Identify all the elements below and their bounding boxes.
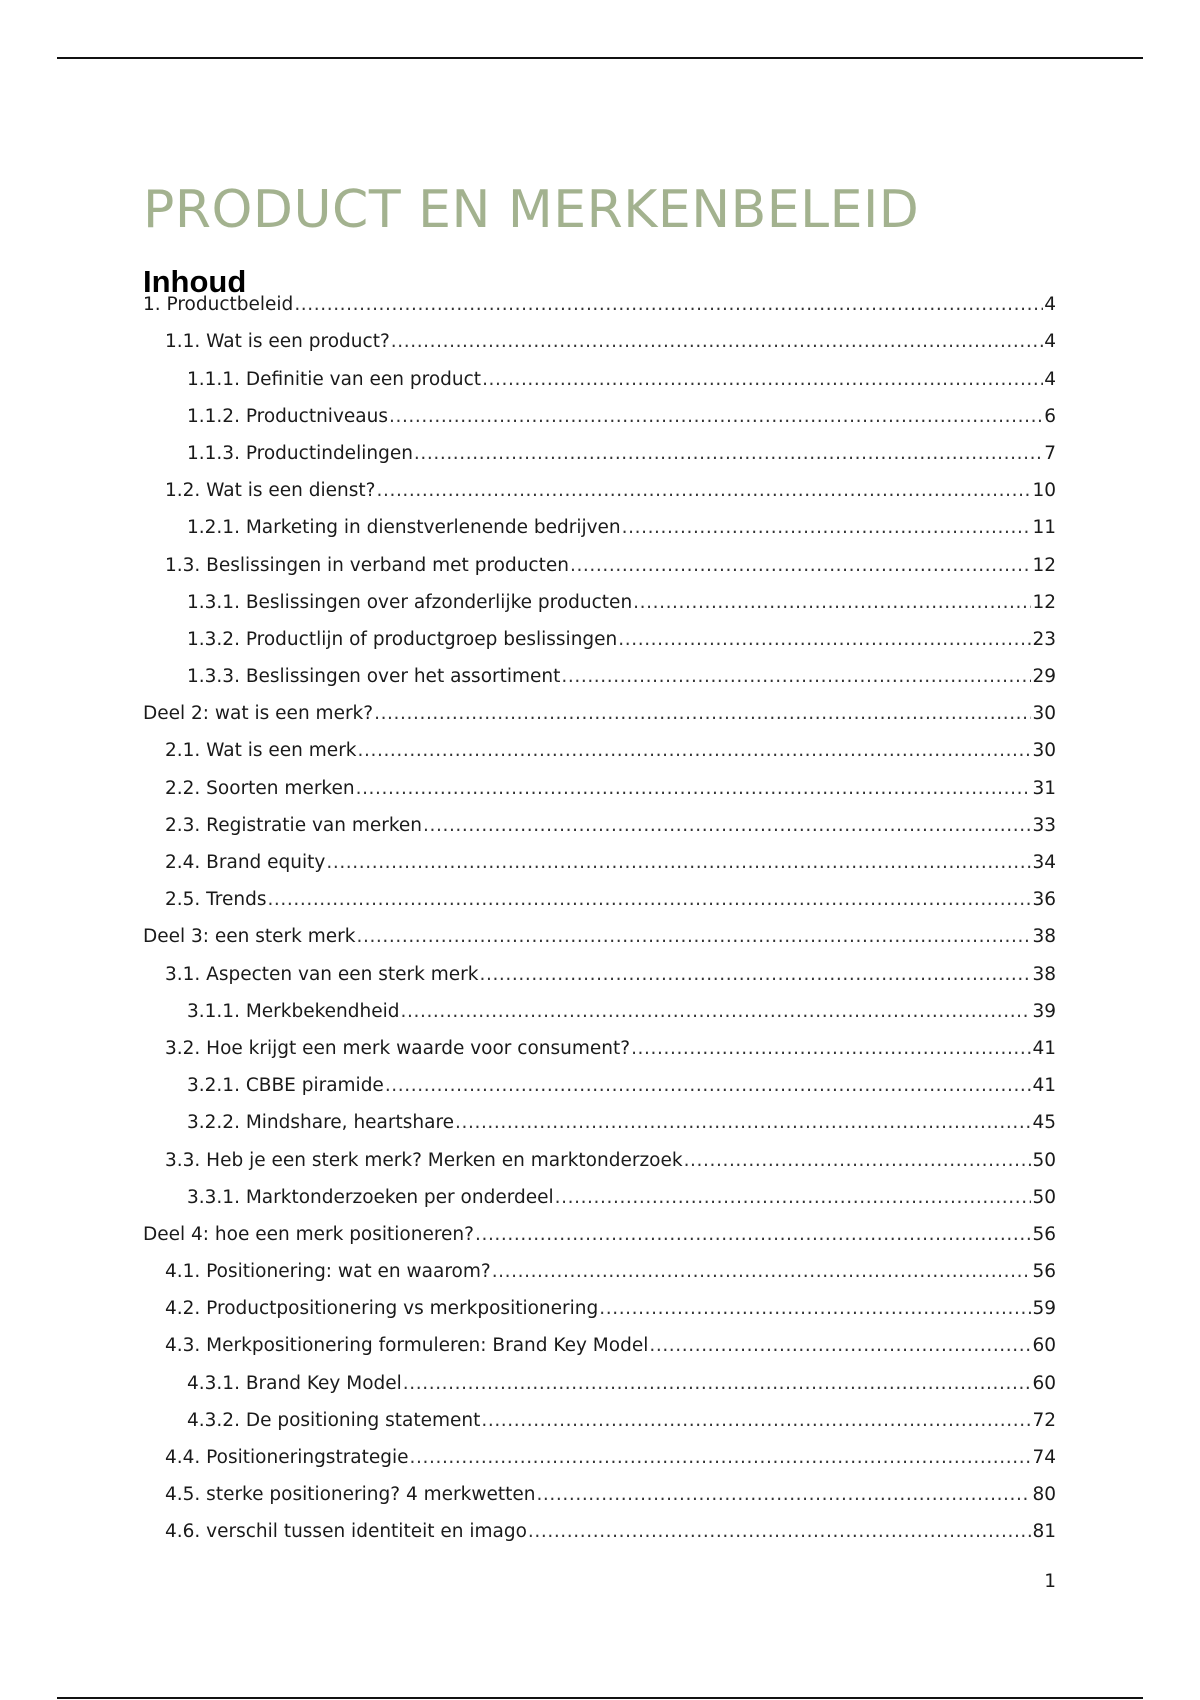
toc-entry-page: 12 bbox=[1032, 554, 1056, 576]
toc-entry-page: 80 bbox=[1032, 1484, 1056, 1506]
toc-dot-leader bbox=[492, 1253, 1032, 1290]
toc-entry[interactable] bbox=[143, 323, 1056, 360]
toc-entry[interactable] bbox=[143, 1104, 1056, 1141]
toc-dot-leader bbox=[326, 844, 1031, 881]
toc-dot-leader bbox=[684, 1142, 1032, 1179]
toc-entry-page: 34 bbox=[1032, 852, 1056, 873]
toc-entry[interactable] bbox=[143, 398, 1056, 435]
toc-entry-title: 4.2. Productpositionering vs merkpositionering bbox=[165, 1298, 599, 1320]
toc-dot-leader bbox=[294, 286, 1043, 323]
toc-dot-leader bbox=[401, 993, 1032, 1030]
toc-entry-page: 30 bbox=[1032, 703, 1056, 725]
toc-entry[interactable] bbox=[143, 1030, 1056, 1067]
toc-entry[interactable] bbox=[143, 1067, 1056, 1104]
toc-heading: Inhoud bbox=[143, 263, 247, 299]
toc-entry-page: 30 bbox=[1032, 740, 1056, 762]
toc-entry-title: 4.1. Positionering: wat en waarom? bbox=[165, 1261, 491, 1283]
toc-entry-title: 4.3.1. Brand Key Model bbox=[187, 1372, 402, 1394]
toc-entry[interactable] bbox=[143, 993, 1056, 1030]
toc-entry[interactable] bbox=[143, 1439, 1056, 1476]
toc-entry-title: 3.2. Hoe krijgt een merk waarde voor consument? bbox=[165, 1037, 631, 1059]
toc-entry-title: 4.5. sterke positionering? 4 merkwetten bbox=[165, 1484, 536, 1506]
toc-entry-title: 2.3. Registratie van merken bbox=[165, 814, 423, 836]
toc-entry-page: 38 bbox=[1032, 926, 1056, 948]
toc-entry-title: 1.3.1. Beslissingen over afzonderlijke producten bbox=[187, 591, 633, 613]
toc-entry[interactable] bbox=[143, 584, 1056, 621]
toc-entry-title: 1.3.3. Beslissingen over het assortiment bbox=[187, 666, 561, 688]
toc-entry-page: 81 bbox=[1032, 1521, 1056, 1543]
toc-entry-page: 11 bbox=[1032, 517, 1056, 539]
toc-entry[interactable] bbox=[143, 732, 1056, 769]
toc-entry-page: 59 bbox=[1032, 1298, 1056, 1320]
document-title: PRODUCT EN MERKENBELEID bbox=[143, 179, 920, 240]
toc-dot-leader bbox=[389, 398, 1043, 435]
toc-dot-leader bbox=[374, 695, 1031, 732]
toc-entry-page: 60 bbox=[1032, 1335, 1056, 1357]
toc-entry-page: 31 bbox=[1032, 777, 1056, 799]
toc-entry-page: 33 bbox=[1032, 814, 1056, 836]
footer-rule bbox=[57, 1697, 1143, 1699]
toc-entry[interactable] bbox=[143, 1364, 1056, 1401]
toc-entry-page: 6 bbox=[1044, 405, 1056, 427]
toc-dot-leader bbox=[377, 472, 1032, 509]
toc-dot-leader bbox=[403, 1365, 1032, 1402]
toc-entry-title: 1.3. Beslissingen in verband met producten bbox=[165, 554, 569, 576]
toc-entry[interactable] bbox=[143, 1513, 1056, 1550]
toc-entry-title: 1.2. Wat is een dienst? bbox=[165, 480, 376, 502]
toc-dot-leader bbox=[599, 1290, 1031, 1327]
toc-dot-leader bbox=[622, 509, 1032, 546]
toc-entry[interactable] bbox=[143, 1327, 1056, 1364]
toc-dot-leader bbox=[267, 881, 1031, 918]
toc-entry[interactable] bbox=[143, 546, 1056, 583]
toc-dot-leader bbox=[555, 1179, 1032, 1216]
toc-dot-leader bbox=[561, 658, 1031, 695]
toc-entry[interactable] bbox=[143, 509, 1056, 546]
table-of-contents bbox=[143, 286, 1056, 1550]
toc-entry[interactable] bbox=[143, 1253, 1056, 1290]
toc-dot-leader bbox=[475, 1216, 1031, 1253]
toc-dot-leader bbox=[356, 770, 1032, 807]
toc-entry-page: 60 bbox=[1032, 1372, 1056, 1394]
toc-entry-title: 3.3. Heb je een sterk merk? Merken en marktonderzoek bbox=[165, 1149, 683, 1171]
toc-entry-title: 2.1. Wat is een merk bbox=[165, 740, 357, 762]
toc-entry-title: 3.1. Aspecten van een sterk merk bbox=[165, 963, 479, 985]
toc-entry[interactable] bbox=[143, 1476, 1056, 1513]
toc-dot-leader bbox=[356, 918, 1031, 955]
toc-entry-page: 41 bbox=[1032, 1037, 1056, 1059]
toc-entry[interactable] bbox=[143, 472, 1056, 509]
page-number: 1 bbox=[1044, 1571, 1056, 1592]
toc-dot-leader bbox=[482, 361, 1043, 398]
toc-dot-leader bbox=[649, 1327, 1031, 1364]
toc-entry-title: 4.4. Positioneringstrategie bbox=[165, 1447, 409, 1468]
toc-entry-page: 36 bbox=[1032, 889, 1056, 911]
toc-dot-leader bbox=[358, 732, 1032, 769]
toc-entry-title: 1. Productbeleid bbox=[143, 294, 294, 316]
header-rule bbox=[57, 57, 1143, 59]
toc-entry-page: 50 bbox=[1032, 1149, 1056, 1171]
toc-entry[interactable] bbox=[143, 881, 1056, 918]
toc-dot-leader bbox=[528, 1513, 1032, 1550]
toc-entry[interactable] bbox=[143, 844, 1056, 881]
toc-entry-page: 29 bbox=[1032, 666, 1056, 688]
toc-entry-page: 41 bbox=[1032, 1075, 1056, 1097]
toc-entry[interactable] bbox=[143, 1141, 1056, 1178]
toc-entry-title: 1.2.1. Marketing in dienstverlenende bedrijven bbox=[187, 517, 621, 539]
toc-entry[interactable] bbox=[143, 695, 1056, 732]
toc-dot-leader bbox=[414, 435, 1043, 472]
toc-entry-title: 1.3.2. Productlijn of productgroep beslissingen bbox=[187, 628, 618, 650]
toc-dot-leader bbox=[385, 1067, 1032, 1104]
toc-entry-title: 4.3.2. De positioning statement bbox=[187, 1409, 481, 1431]
toc-dot-leader bbox=[410, 1439, 1032, 1476]
toc-entry[interactable] bbox=[143, 918, 1056, 955]
toc-dot-leader bbox=[536, 1476, 1031, 1513]
toc-entry-title: 3.1.1. Merkbekendheid bbox=[187, 1000, 400, 1022]
toc-entry-title: 2.5. Trends bbox=[165, 889, 267, 911]
toc-dot-leader bbox=[570, 547, 1031, 584]
toc-entry-title: 4.6. verschil tussen identiteit en imago bbox=[165, 1521, 527, 1543]
toc-entry[interactable] bbox=[143, 769, 1056, 806]
toc-entry-page: 38 bbox=[1032, 963, 1056, 985]
toc-dot-leader bbox=[633, 584, 1031, 621]
toc-entry-page: 56 bbox=[1032, 1223, 1056, 1245]
toc-entry[interactable] bbox=[143, 1402, 1056, 1439]
toc-entry-title: 1.1.1. Definitie van een product bbox=[187, 368, 482, 390]
toc-entry-title: Deel 2: wat is een merk? bbox=[143, 703, 374, 725]
toc-entry[interactable] bbox=[143, 1179, 1056, 1216]
toc-entry-title: 4.3. Merkpositionering formuleren: Brand Key Model bbox=[165, 1335, 649, 1357]
toc-entry-page: 50 bbox=[1032, 1186, 1056, 1208]
toc-entry-page: 4 bbox=[1044, 331, 1056, 353]
toc-entry-page: 72 bbox=[1032, 1409, 1056, 1431]
toc-entry[interactable] bbox=[143, 360, 1056, 397]
toc-entry-title: Deel 4: hoe een merk positioneren? bbox=[143, 1223, 474, 1245]
toc-entry[interactable] bbox=[143, 435, 1056, 472]
toc-entry-page: 4 bbox=[1044, 368, 1056, 390]
toc-entry-page: 45 bbox=[1032, 1112, 1056, 1134]
toc-entry-page: 39 bbox=[1032, 1000, 1056, 1022]
toc-entry-page: 4 bbox=[1044, 294, 1056, 316]
toc-dot-leader bbox=[618, 621, 1031, 658]
toc-entry[interactable] bbox=[143, 1290, 1056, 1327]
toc-entry-title: 1.1. Wat is een product? bbox=[165, 331, 390, 353]
toc-entry-title: 3.2.1. CBBE piramide bbox=[187, 1075, 384, 1097]
toc-entry-title: 3.2.2. Mindshare, heartshare bbox=[187, 1112, 455, 1134]
toc-entry[interactable] bbox=[143, 1216, 1056, 1253]
toc-entry-page: 74 bbox=[1032, 1447, 1056, 1468]
toc-dot-leader bbox=[479, 956, 1031, 993]
toc-entry[interactable] bbox=[143, 807, 1056, 844]
toc-entry-page: 7 bbox=[1044, 442, 1056, 464]
toc-entry[interactable] bbox=[143, 621, 1056, 658]
toc-entry-page: 12 bbox=[1032, 591, 1056, 613]
toc-dot-leader bbox=[455, 1104, 1031, 1141]
toc-entry-title: 3.3.1. Marktonderzoeken per onderdeel bbox=[187, 1186, 554, 1208]
toc-entry[interactable] bbox=[143, 658, 1056, 695]
toc-entry-title: Deel 3: een sterk merk bbox=[143, 926, 356, 948]
toc-entry-title: 2.2. Soorten merken bbox=[165, 777, 355, 799]
toc-entry-page: 23 bbox=[1032, 628, 1056, 650]
toc-dot-leader bbox=[481, 1402, 1031, 1439]
toc-entry[interactable] bbox=[143, 286, 1056, 323]
toc-entry-page: 10 bbox=[1032, 480, 1056, 502]
toc-entry-title: 1.1.3. Productindelingen bbox=[187, 442, 413, 464]
toc-entry-title: 2.4. Brand equity bbox=[165, 852, 326, 873]
toc-dot-leader bbox=[423, 807, 1031, 844]
toc-dot-leader bbox=[631, 1030, 1031, 1067]
toc-entry-page: 56 bbox=[1032, 1261, 1056, 1283]
toc-entry[interactable] bbox=[143, 955, 1056, 992]
toc-entry-title: 1.1.2. Productniveaus bbox=[187, 405, 388, 427]
toc-dot-leader bbox=[391, 323, 1043, 360]
